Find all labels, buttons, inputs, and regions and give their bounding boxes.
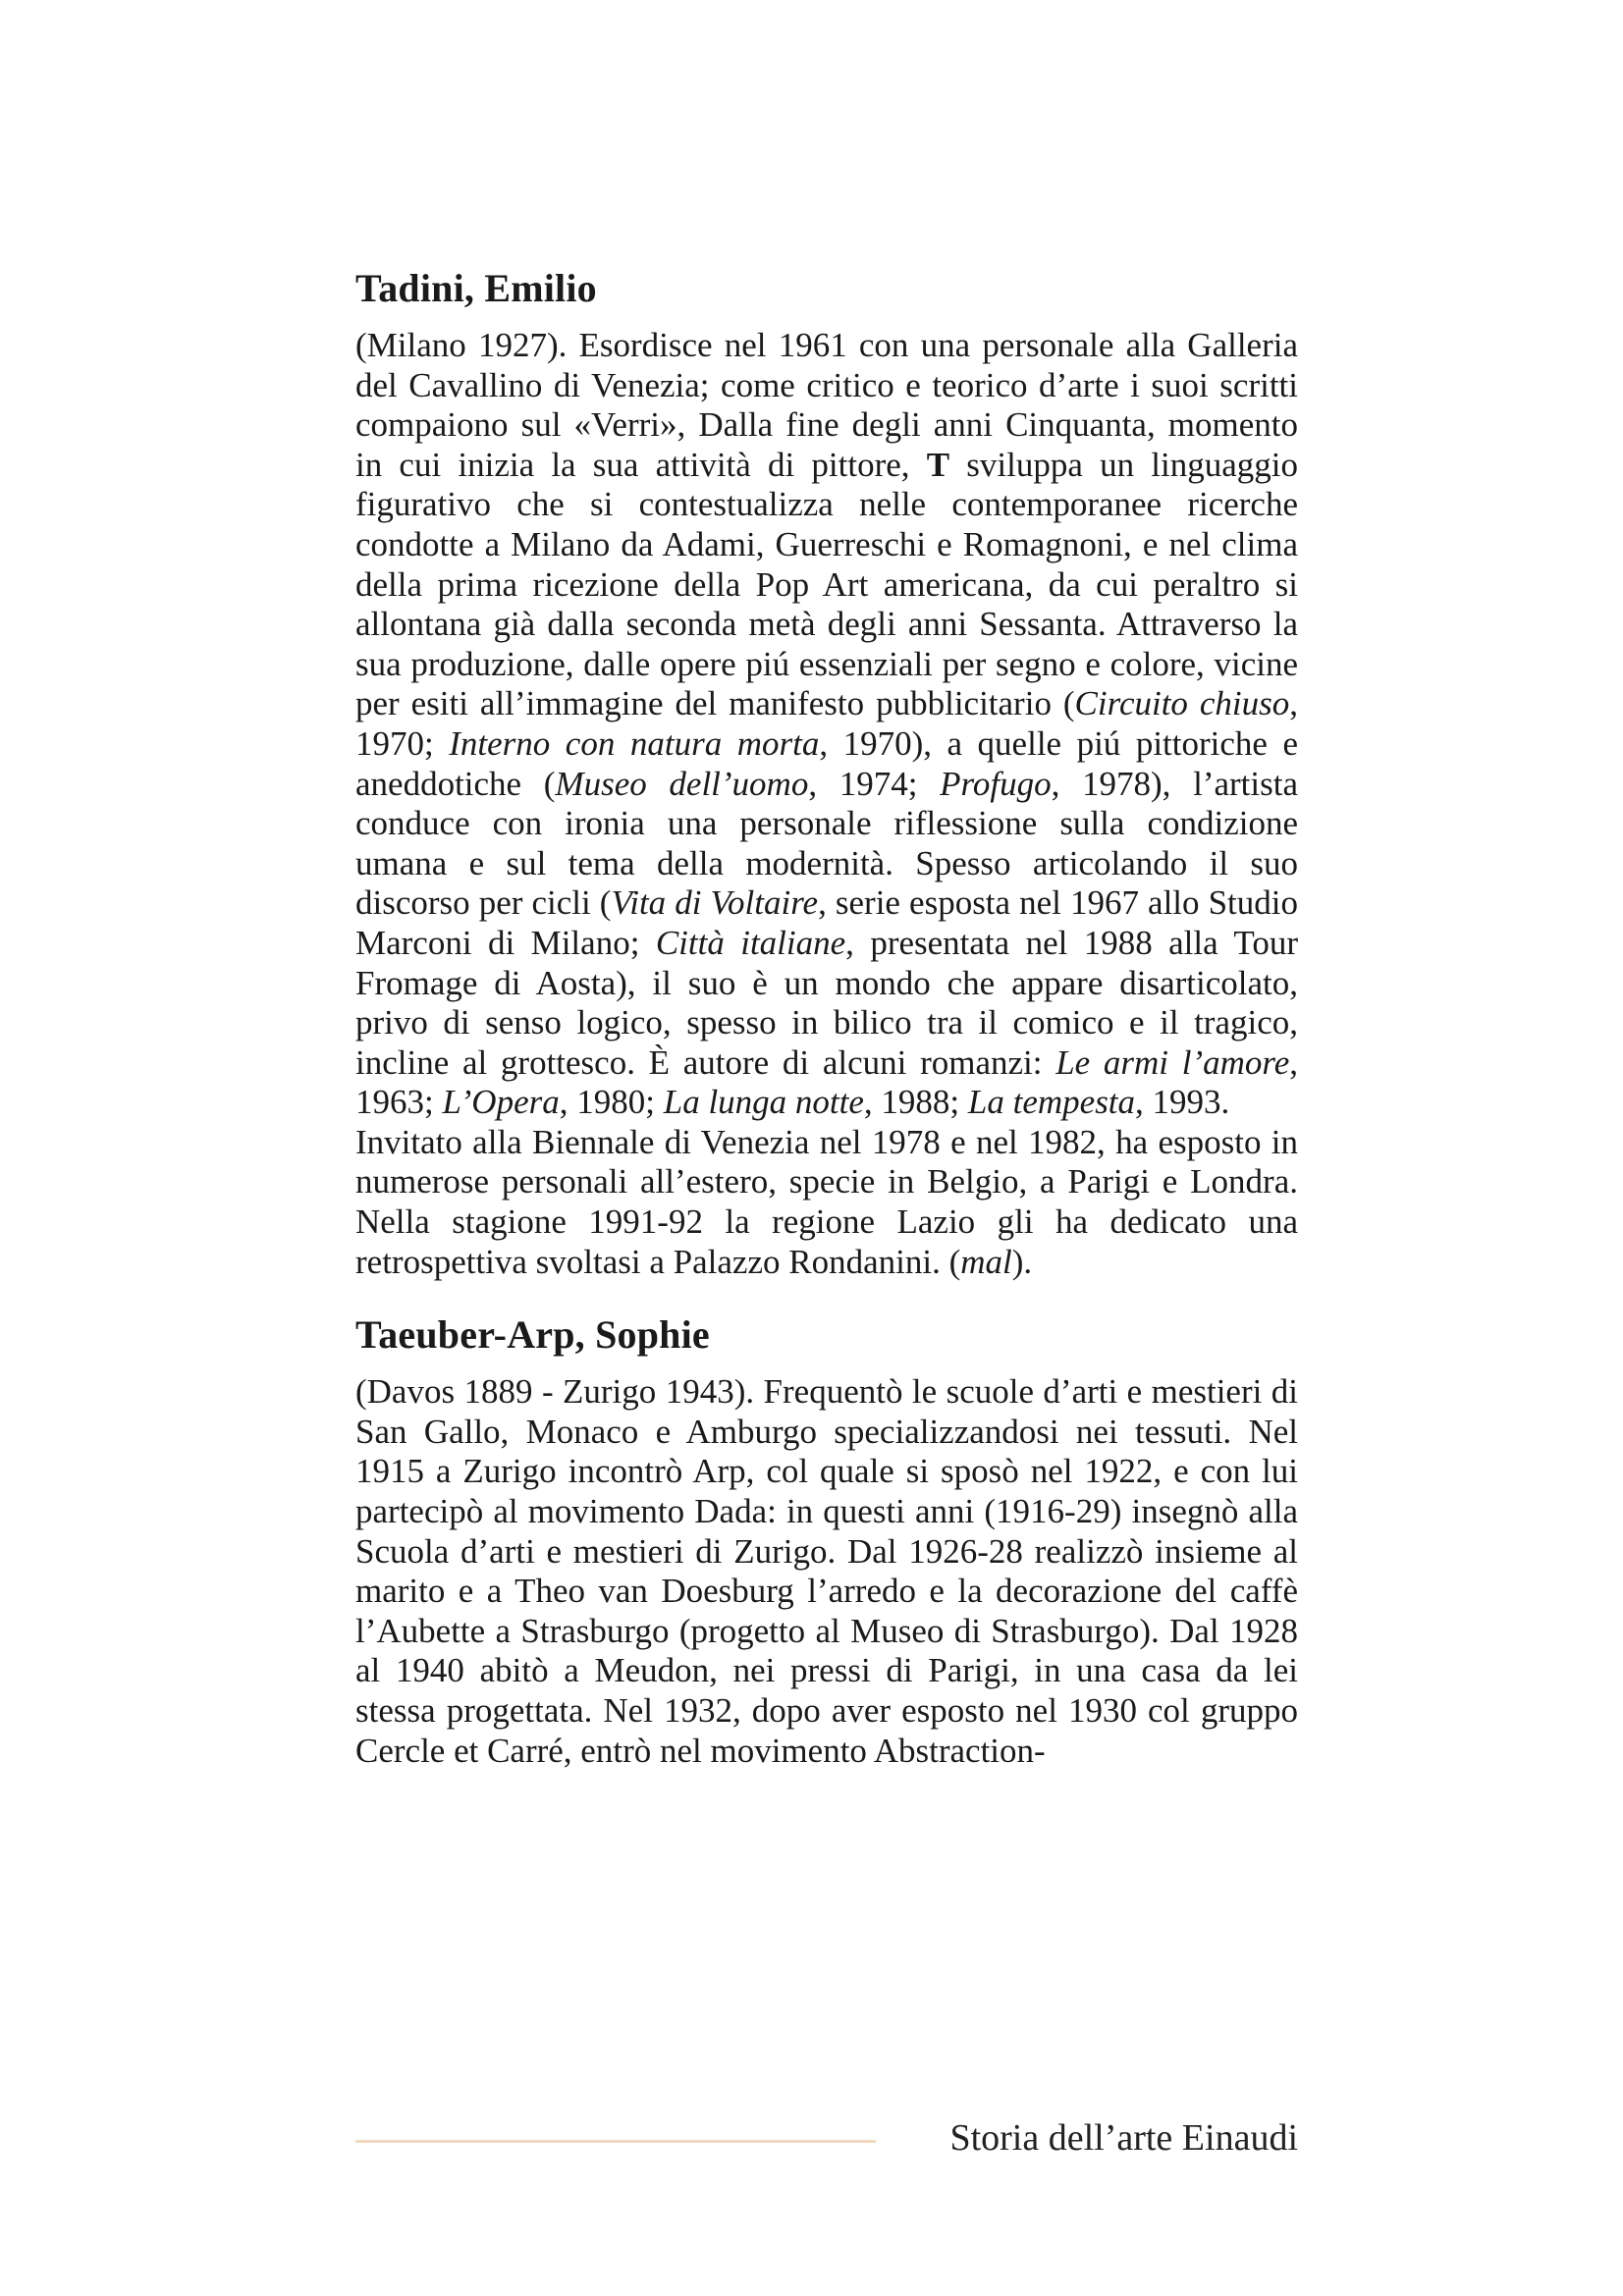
italic-title: Circuito chiuso bbox=[1074, 684, 1290, 723]
entry-title: Taeuber-Arp, Sophie bbox=[355, 1312, 710, 1358]
text-column bbox=[355, 263, 1298, 1771]
entry-body bbox=[355, 326, 1298, 1282]
text-run: Invitato alla Biennale di Venezia nel 1978 e nel 1982, ha esposto in numerose personali all’estero, specie in Belgio, a Parigi e Londra. Nella stagione 1991-92 la regione Lazio gli ha dedicato una retrospettiva svoltasi a Palazzo Rondanini. ( bbox=[355, 1122, 1298, 1281]
entry-paragraph bbox=[355, 1123, 1298, 1282]
text-run: , presentata nel 1988 alla Tour Fromage di Aosta), il suo è un mondo che appare disarticolato, privo di senso logico, spesso in bilico tra il comico e il tragico, incline al grottesco. È autore di alcuni romanzi: bbox=[355, 923, 1298, 1082]
text-run: , 1980; bbox=[559, 1083, 664, 1122]
entry-paragraph bbox=[355, 326, 1298, 1123]
entry-taeuber-arp bbox=[355, 1309, 1298, 1771]
italic-title: Città italiane bbox=[655, 923, 846, 962]
italic-title: Interno con natura morta bbox=[449, 723, 820, 763]
italic-title: mal bbox=[960, 1242, 1012, 1281]
text-run: , serie esposta nel 1967 allo Studio Marconi di Milano; bbox=[355, 883, 1298, 962]
bold-abbrev: T bbox=[926, 445, 950, 484]
text-run: ). bbox=[1011, 1242, 1033, 1281]
text-run: (Davos 1889 - Zurigo 1943). Frequentò le scuole d’arti e mestieri di San Gallo, Monaco e Amburgo specializzandosi nei tessuti. Nel 1915 a Zurigo incontrò Arp, col quale si sposò nel 1922, e con lui partecipò al movimento Dada: in questi anni (1916-29) insegnò alla Scuola d’arti e mestieri di Zurigo. Dal 1926-28 realizzò insieme al marito e a Theo van Doesburg l’arredo e la decorazione del caffè l’Aubette a Strasburgo (progetto al Museo di Strasburgo). Dal 1928 al 1940 abitò a Meudon, nei pressi di Parigi, in una casa da lei stessa progettata. Nel 1932, dopo aver esposto nel 1930 col gruppo Cercle et Carré, entrò nel movimento Abstraction- bbox=[355, 1372, 1298, 1770]
text-run: sviluppa un linguaggio figurativo che si contestualizza nelle contemporanee ricerche condotte a Milano da Adami, Guerreschi e Romagnoni, e nel clima della prima ricezione della Pop Art americana, da cui peraltro si allontana già dalla seconda metà degli anni Sessanta. Attraverso la sua produzione, dalle opere piú essenziali per segno e colore, vicine per esiti all’immagine del manifesto pubblicitario ( bbox=[355, 445, 1298, 723]
entry-tadini bbox=[355, 263, 1298, 1282]
text-run: , 1970), a quelle piú pittoriche e aneddotiche ( bbox=[355, 723, 1298, 803]
italic-title: La tempesta bbox=[967, 1083, 1136, 1122]
footer-publisher: Storia dell’arte Einaudi bbox=[949, 2117, 1298, 2159]
text-run: , 1974; bbox=[808, 764, 941, 803]
italic-title: Le armi l’amore bbox=[1055, 1042, 1290, 1082]
entry-body bbox=[355, 1372, 1298, 1771]
text-run: , 1970; bbox=[355, 684, 1298, 763]
italic-title: Profugo bbox=[940, 764, 1052, 803]
italic-title: L’Opera bbox=[442, 1083, 560, 1122]
footer-rule bbox=[355, 2140, 876, 2143]
text-run: (Milano 1927). Esordisce nel 1961 con una personale alla Galleria del Cavallino di Venezia; come critico e teorico d’arte i suoi scritti compaiono sul «Verri», Dalla fine degli anni Cinquanta, momento in cui inizia la sua attività di pittore, bbox=[355, 326, 1298, 484]
text-run: , 1963; bbox=[355, 1042, 1298, 1122]
italic-title: Museo dell’uomo bbox=[555, 764, 809, 803]
text-run: , 1988; bbox=[863, 1083, 968, 1122]
italic-title: Vita di Voltaire bbox=[611, 883, 819, 923]
text-run: , 1978), l’artista conduce con ironia una personale riflessione sulla condizione umana e sul tema della modernità. Spesso articolando il suo discorso per cicli ( bbox=[355, 764, 1298, 923]
entry-title: Tadini, Emilio bbox=[355, 266, 597, 310]
italic-title: La lunga notte bbox=[663, 1083, 864, 1122]
entry-paragraph bbox=[355, 1372, 1298, 1771]
text-run: , 1993. bbox=[1135, 1083, 1230, 1122]
